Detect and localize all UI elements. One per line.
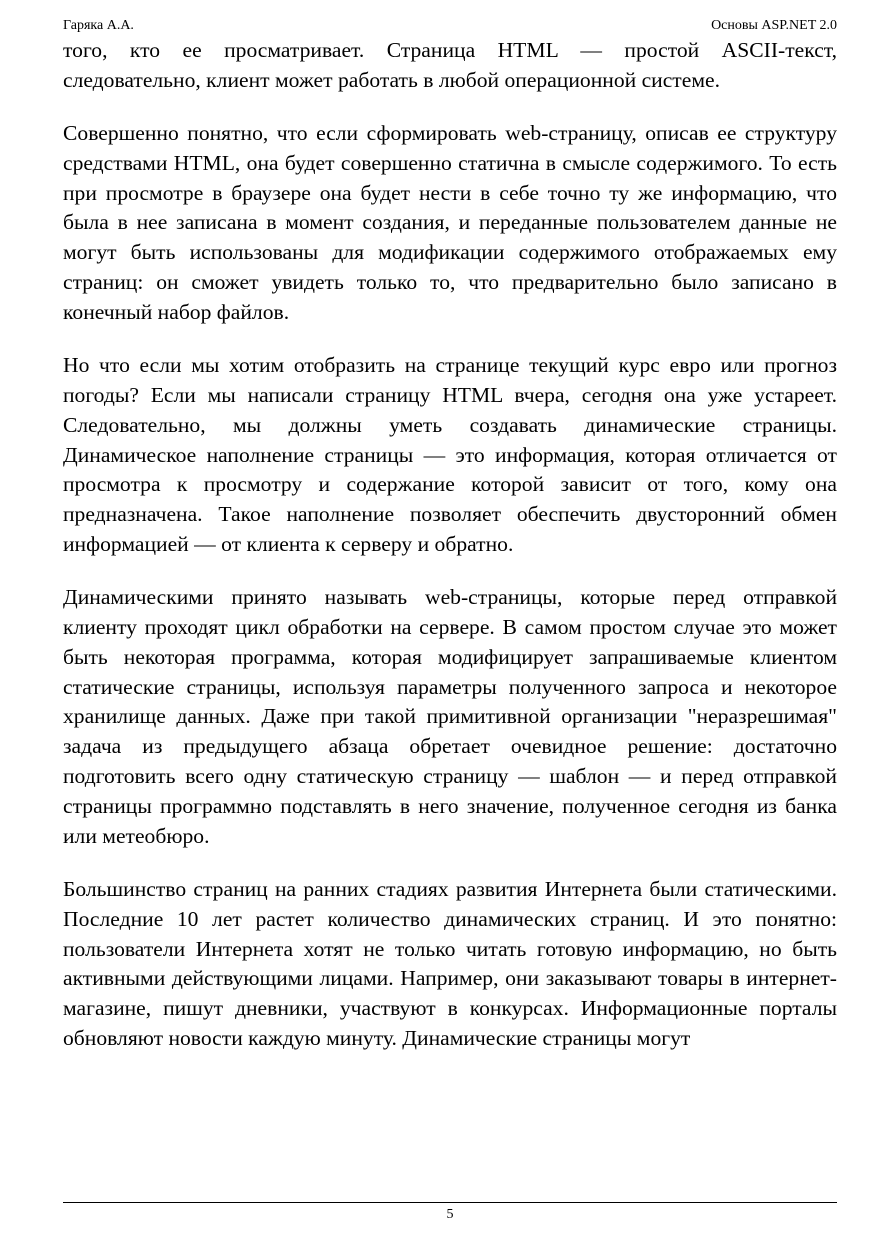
paragraph-3: Но что если мы хотим отобразить на странице текущий курс евро или прогноз погоды? Если мы написали страницу HTML вчера, сегодня она уже устареет. Следовательно, мы должны уметь создавать динамические страницы. Динамическое наполнение страницы — это информация, которая отличается от просмотра к просмотру и содержание которой зависит от того, кому она предназначена. Такое наполнение позволяет обеспечить двусторонний обмен информацией — от клиента к серверу и обратно.	[63, 353, 837, 556]
header-book-title: Основы ASP.NET 2.0	[711, 18, 837, 33]
paragraph-5: Большинство страниц на ранних стадиях развития Интернета были статическими. Последние 10 лет растет количество динамических страниц. И это понятно: пользователи Интернета хотят не только читать готовую информацию, но быть активными действующими лицами. Например, они заказывают товары в интернет-магазине, пишут дневники, участвуют в конкурсах. Информационные порталы обновляют новости каждую минуту. Динамические страницы могут	[63, 876, 837, 1050]
running-header	[63, 17, 837, 35]
paragraph-4: Динамическими принято называть web-страницы, которые перед отправкой клиенту проходят цикл обработки на сервере. В самом простом случае это может быть некоторая программа, которая модифицирует запрашиваемые клиентом статические страницы, используя параметры полученного запроса и некоторое хранилище данных. Даже при такой примитивной организации "неразрешимая" задача из предыдущего абзаца обретает очевидное решение: достаточно подготовить всего одну статическую страницу — шаблон — и перед отправкой страницы программно подставлять в него значение, полученное сегодня из банка или метеобюро.	[63, 585, 837, 848]
footer-divider	[63, 1202, 837, 1203]
paragraph-2: Совершенно понятно, что если сформировать web-страницу, описав ее структуру средствами HTML, она будет совершенно статична в смысле содержимого. То есть при просмотре в браузере она будет нести в себе точно ту же информацию, что была в нее записана в момент создания, и переданные пользователем данные не могут быть использованы для модификации содержимого отображаемых ему страниц: он сможет увидеть только то, что предварительно было записано в конечный набор файлов.	[63, 121, 837, 324]
page-number: 5	[446, 1207, 454, 1222]
body-text	[63, 36, 837, 1054]
paragraph-1: того, кто ее просматривает. Страница HTML — простой ASCII-текст, следовательно, клиент может работать в любой операционной системе.	[63, 38, 837, 92]
header-author: Гаряка А.А.	[63, 18, 134, 33]
